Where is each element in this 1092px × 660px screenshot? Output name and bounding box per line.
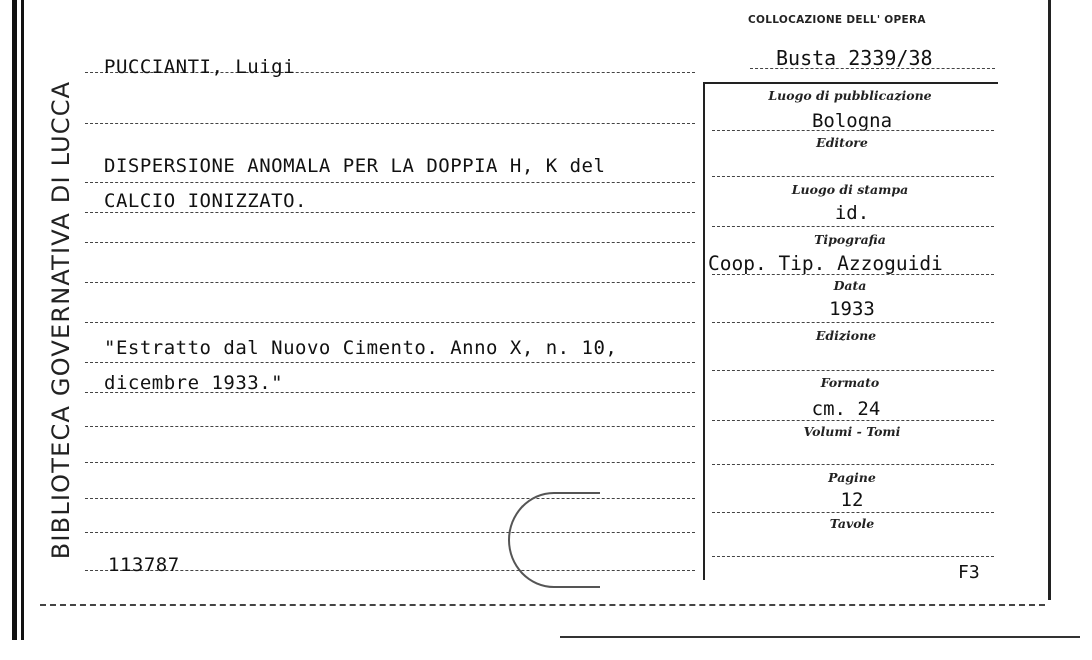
left-border-inner — [21, 0, 24, 640]
label-editore: Editore — [816, 135, 868, 150]
right-border — [1048, 0, 1051, 600]
fields-box-border — [703, 82, 705, 580]
rule-r5 — [712, 322, 994, 323]
rule-11 — [85, 462, 695, 463]
left-border — [12, 0, 17, 640]
rule-r9 — [712, 512, 994, 513]
value-luogo-pubblicazione: Bologna — [811, 110, 893, 132]
bottom-rule — [40, 604, 1045, 606]
rule-7 — [85, 322, 695, 323]
label-luogo-pubblicazione: Luogo di pubblicazione — [768, 88, 932, 103]
value-formato: cm. 24 — [811, 398, 881, 420]
rule-4 — [85, 212, 695, 213]
label-edizione: Edizione — [815, 328, 877, 343]
author: PUCCIANTI, Luigi — [104, 56, 296, 78]
bottom-rule-2 — [560, 636, 1080, 638]
rule-r2 — [712, 176, 994, 177]
rule-10 — [85, 426, 695, 427]
library-stamp: BIBLIOTECA GOVERNATIVA DI LUCCA — [47, 80, 75, 560]
value-data: 1933 — [829, 298, 875, 320]
rule-6 — [85, 282, 695, 283]
rule-12 — [85, 498, 695, 499]
rule-r8 — [712, 464, 994, 465]
rule-r1 — [712, 130, 994, 131]
label-luogo-stampa: Luogo di stampa — [791, 182, 909, 197]
fields-box-top — [703, 82, 998, 84]
circular-stamp — [508, 492, 600, 588]
rule-r3 — [712, 226, 994, 227]
label-formato: Formato — [820, 375, 880, 390]
value-luogo-stampa: id. — [834, 202, 870, 224]
rule-3 — [85, 182, 695, 183]
label-volumi-tomi: Volumi - Tomi — [803, 424, 901, 439]
rule-r4 — [712, 274, 994, 275]
rule-2 — [85, 123, 695, 124]
corner-mark: F3 — [958, 562, 980, 583]
collocation-value: Busta 2339/38 — [776, 46, 933, 70]
collocation-rule — [750, 68, 995, 69]
note-line-2: dicembre 1933." — [104, 372, 284, 394]
rule-r6 — [712, 370, 994, 371]
label-pagine: Pagine — [828, 470, 876, 485]
rule-r7 — [712, 420, 994, 421]
inventory-number: 113787 — [108, 554, 180, 576]
rule-r10 — [712, 556, 994, 557]
collocation-label: COLLOCAZIONE DELL' OPERA — [748, 14, 926, 26]
value-pagine: 12 — [840, 489, 864, 511]
note-line-1: "Estratto dal Nuovo Cimento. Anno X, n. 10, — [104, 337, 618, 359]
title-line-1: DISPERSIONE ANOMALA PER LA DOPPIA H, K del — [104, 155, 606, 177]
title-line-2: CALCIO IONIZZATO. — [104, 190, 307, 212]
label-data: Data — [833, 278, 867, 293]
rule-13 — [85, 532, 695, 533]
label-tipografia: Tipografia — [814, 232, 886, 247]
value-tipografia: Coop. Tip. Azzoguidi — [708, 252, 943, 275]
label-tavole: Tavole — [829, 516, 875, 531]
rule-5 — [85, 242, 695, 243]
rule-8 — [85, 362, 695, 363]
